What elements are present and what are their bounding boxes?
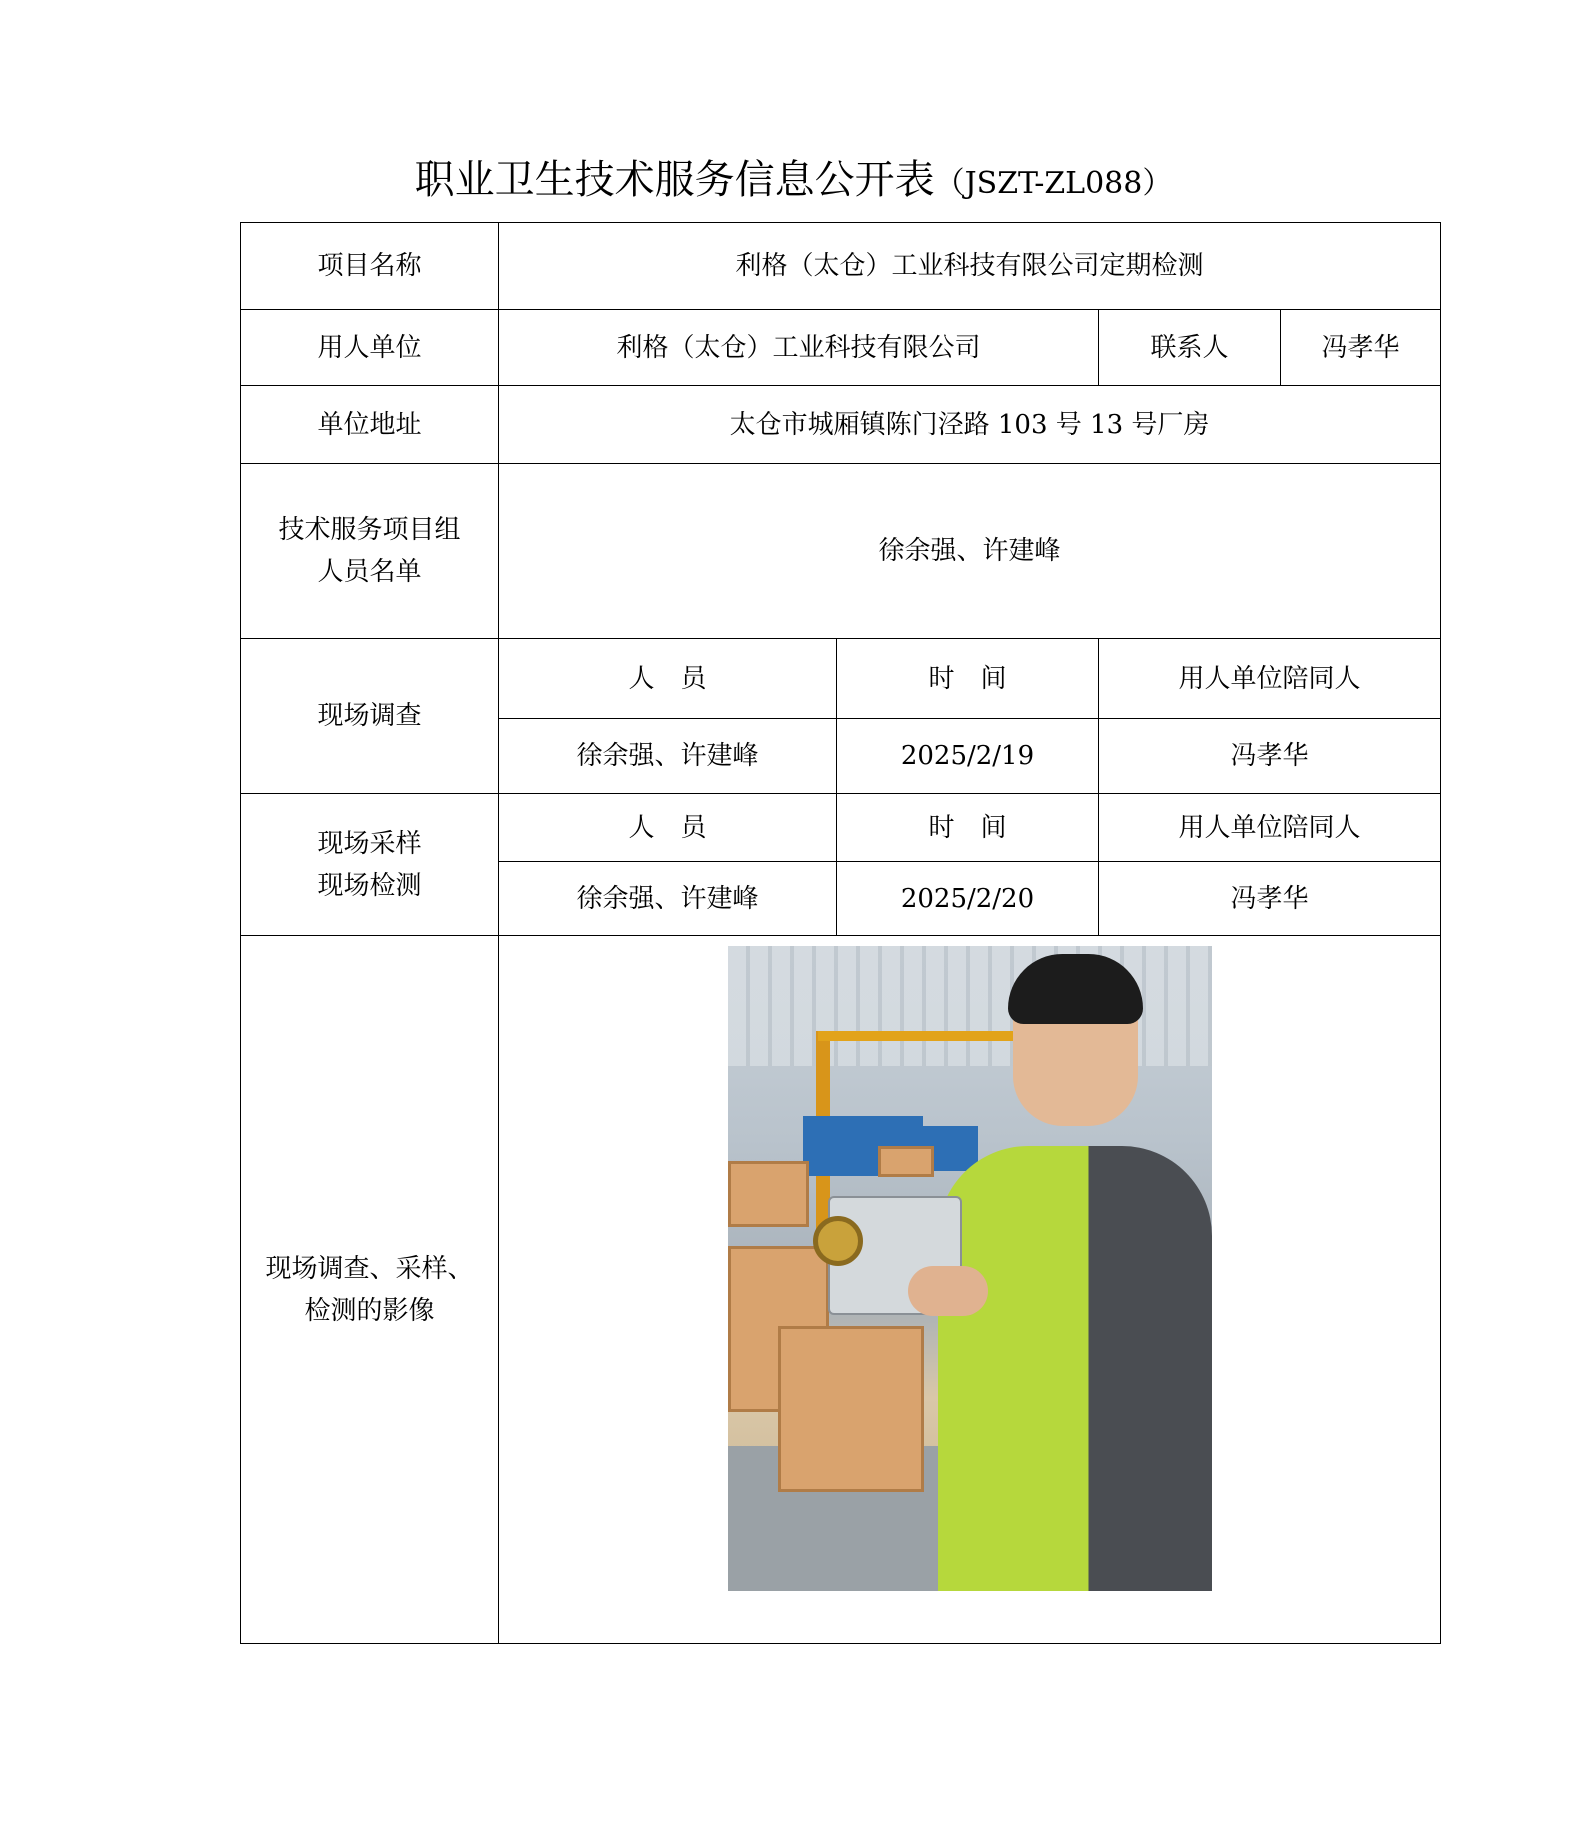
- onsite-photo: [728, 946, 1212, 1591]
- team-label-line1: 技术服务项目组: [278, 515, 461, 545]
- sampling-head-time: 时 间: [837, 794, 1099, 862]
- photo-person-jacket: [938, 1146, 1212, 1591]
- row-team: [241, 464, 1441, 639]
- employer-value: 利格（太仓）工业科技有限公司: [499, 310, 1099, 386]
- sampling-label: [241, 794, 499, 936]
- title-code: （JSZT-ZL088）: [934, 166, 1173, 201]
- row-sampling-header: [241, 794, 1441, 862]
- survey-escort: 冯孝华: [1099, 719, 1441, 794]
- project-name-label: 项目名称: [241, 223, 499, 310]
- row-images: [241, 936, 1441, 1644]
- survey-label: 现场调查: [241, 639, 499, 794]
- contact-label: 联系人: [1099, 310, 1281, 386]
- row-address: [241, 386, 1441, 464]
- address-label: 单位地址: [241, 386, 499, 464]
- page-title: [0, 150, 1587, 214]
- row-project-name: [241, 223, 1441, 310]
- survey-time: 2025/2/19: [837, 719, 1099, 794]
- team-label: [241, 464, 499, 639]
- sampling-label-line1: 现场采样: [317, 828, 422, 859]
- photo-crate: [728, 1161, 809, 1227]
- sampling-head-people: 人 员: [499, 794, 837, 862]
- employer-label: 用人单位: [241, 310, 499, 386]
- team-value: 徐余强、许建峰: [499, 464, 1441, 639]
- contact-value: 冯孝华: [1281, 310, 1441, 386]
- row-employer: [241, 310, 1441, 386]
- photo-crate: [878, 1146, 934, 1177]
- images-label-line1: 现场调查、采样、: [265, 1253, 474, 1284]
- survey-people: 徐余强、许建峰: [499, 719, 837, 794]
- images-cell: [499, 936, 1441, 1644]
- images-label: [241, 936, 499, 1644]
- sampling-escort: 冯孝华: [1099, 862, 1441, 936]
- sampling-people: 徐余强、许建峰: [499, 862, 837, 936]
- photo-hands: [908, 1266, 988, 1316]
- sampling-time: 2025/2/20: [837, 862, 1099, 936]
- survey-head-escort: 用人单位陪同人: [1099, 639, 1441, 719]
- team-label-line2: 人员名单: [317, 557, 422, 587]
- title-main: 职业卫生技术服务信息公开表: [414, 157, 935, 203]
- survey-head-time: 时 间: [837, 639, 1099, 719]
- row-survey-header: [241, 639, 1441, 719]
- images-label-line2: 检测的影像: [304, 1295, 435, 1326]
- address-value: 太仓市城厢镇陈门泾路 103 号 13 号厂房: [499, 386, 1441, 464]
- sampling-head-escort: 用人单位陪同人: [1099, 794, 1441, 862]
- photo-crate: [778, 1326, 924, 1492]
- photo-device-inlet: [813, 1216, 863, 1266]
- survey-head-people: 人 员: [499, 639, 837, 719]
- project-name-value: 利格（太仓）工业科技有限公司定期检测: [499, 223, 1441, 310]
- info-table: [240, 222, 1441, 1644]
- sampling-label-line2: 现场检测: [317, 870, 422, 901]
